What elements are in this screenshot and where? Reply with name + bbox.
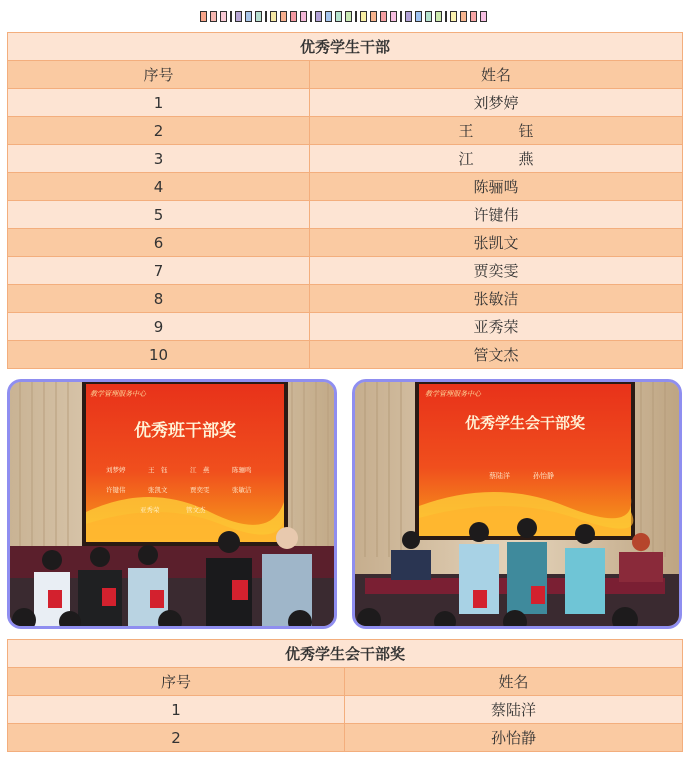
banner-name: 孙怡静 (533, 472, 554, 480)
strip-swatch (470, 11, 477, 22)
banner-name: 贾奕雯 (190, 486, 210, 494)
award-photo-class-cadre (7, 379, 337, 629)
row-index: 4 (8, 173, 310, 201)
strip-swatch (370, 11, 377, 22)
row-index: 10 (8, 341, 310, 369)
banner-title-text: 优秀班干部奖 (134, 421, 236, 441)
strip-swatch (390, 11, 397, 22)
column-header-name: 姓名 (310, 61, 683, 89)
table-row (8, 201, 683, 229)
strip-swatch (220, 11, 227, 22)
strip-divider (230, 11, 232, 22)
table-row (8, 696, 683, 724)
row-index: 2 (8, 724, 345, 752)
strip-swatch (335, 11, 342, 22)
strip-swatch (345, 11, 352, 22)
banner-name: 张敏洁 (232, 486, 252, 494)
row-name: 王 钰 (310, 117, 683, 145)
row-name: 刘梦婷 (310, 89, 683, 117)
strip-swatch (290, 11, 297, 22)
banner-name: 蔡陆洋 (489, 472, 510, 480)
row-index: 1 (8, 89, 310, 117)
row-index: 3 (8, 145, 310, 173)
table-row (8, 89, 683, 117)
award-photo-student-union-cadre (352, 379, 682, 629)
row-index: 6 (8, 229, 310, 257)
strip-swatch (435, 11, 442, 22)
strip-swatch (415, 11, 422, 22)
strip-swatch (300, 11, 307, 22)
strip-swatch (480, 11, 487, 22)
strip-swatch (425, 11, 432, 22)
row-index: 9 (8, 313, 310, 341)
table-row (8, 313, 683, 341)
strip-swatch (255, 11, 262, 22)
row-name: 贾奕雯 (310, 257, 683, 285)
table-row (8, 117, 683, 145)
row-name: 江 燕 (310, 145, 683, 173)
row-index: 8 (8, 285, 310, 313)
table-row (8, 257, 683, 285)
row-name: 蔡陆洋 (345, 696, 683, 724)
table-row (8, 285, 683, 313)
strip-swatch (450, 11, 457, 22)
banner-name: 管文杰 (186, 506, 206, 514)
strip-swatch (325, 11, 332, 22)
row-name: 亚秀荣 (310, 313, 683, 341)
row-index: 5 (8, 201, 310, 229)
table-title: 优秀学生干部 (8, 33, 683, 61)
banner-title-text: 优秀学生会干部奖 (464, 414, 586, 432)
table-row (8, 173, 683, 201)
strip-swatch (315, 11, 322, 22)
strip-swatch (210, 11, 217, 22)
column-header-index: 序号 (8, 61, 310, 89)
strip-divider (265, 11, 267, 22)
strip-divider (445, 11, 447, 22)
row-name: 张敏洁 (310, 285, 683, 313)
strip-divider (310, 11, 312, 22)
column-header-index: 序号 (8, 668, 345, 696)
banner-small-text: 教学管理服务中心 (90, 390, 146, 398)
banner-name: 张凯文 (148, 486, 168, 494)
strip-swatch (280, 11, 287, 22)
strip-swatch (360, 11, 367, 22)
column-header-name: 姓名 (345, 668, 683, 696)
strip-swatch (200, 11, 207, 22)
strip-divider (400, 11, 402, 22)
strip-swatch (380, 11, 387, 22)
row-index: 1 (8, 696, 345, 724)
row-name: 管文杰 (310, 341, 683, 369)
strip-divider (355, 11, 357, 22)
strip-swatch (460, 11, 467, 22)
banner-name: 江 燕 (190, 466, 210, 474)
table-row (8, 229, 683, 257)
excellent-student-cadre-table (7, 32, 683, 369)
row-name: 孙怡静 (345, 724, 683, 752)
strip-swatch (405, 11, 412, 22)
decorative-color-strip (0, 0, 687, 32)
row-name: 张凯文 (310, 229, 683, 257)
row-index: 7 (8, 257, 310, 285)
table-row (8, 145, 683, 173)
banner-name: 王 钰 (148, 466, 168, 474)
table-row (8, 724, 683, 752)
banner-small-text: 教学管理服务中心 (425, 390, 481, 398)
strip-swatch (235, 11, 242, 22)
row-index: 2 (8, 117, 310, 145)
banner-name: 刘梦婷 (106, 466, 126, 474)
row-name: 陈骊鸣 (310, 173, 683, 201)
banner-name: 陈骊鸣 (232, 466, 252, 474)
excellent-student-union-cadre-table (7, 639, 683, 752)
strip-swatch (245, 11, 252, 22)
table-title: 优秀学生会干部奖 (8, 640, 683, 668)
banner-name: 亚秀荣 (140, 506, 160, 514)
banner-name: 许键伟 (106, 486, 126, 494)
row-name: 许键伟 (310, 201, 683, 229)
table-row (8, 341, 683, 369)
strip-swatch (270, 11, 277, 22)
